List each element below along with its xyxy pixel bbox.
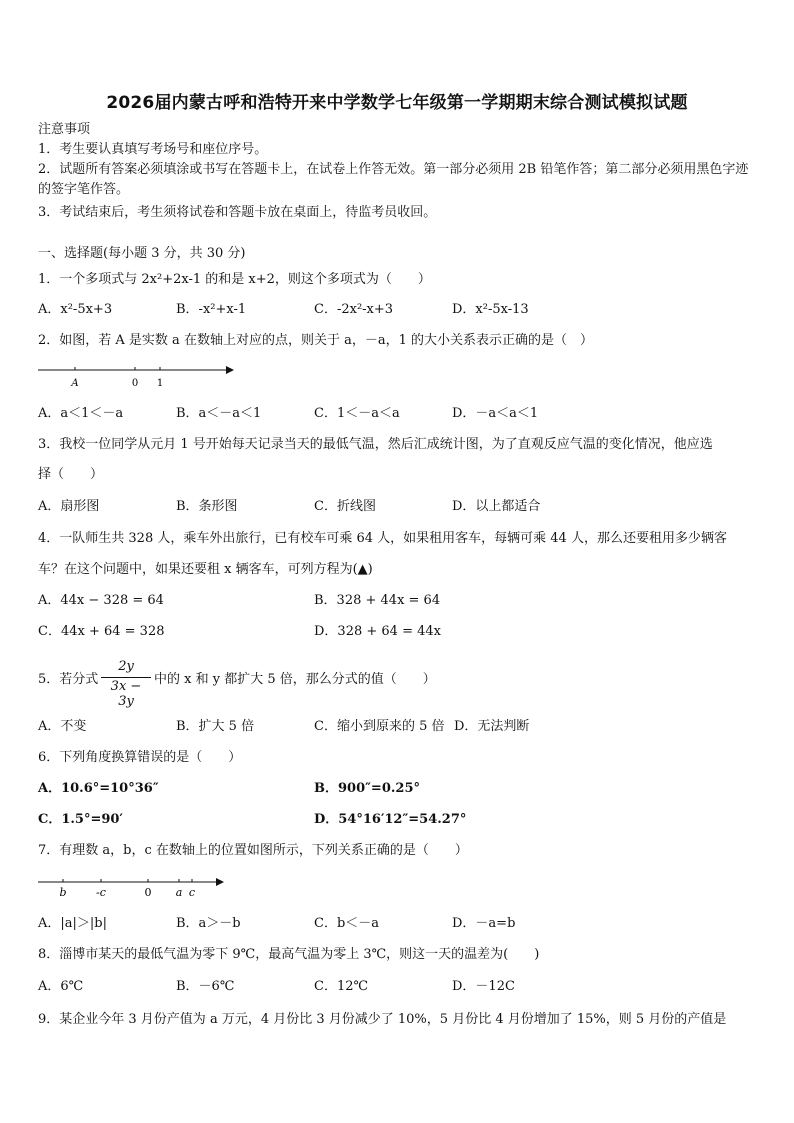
q7-option-d: D．－a=b <box>452 916 516 931</box>
q7-option-a: A．|a|＞|b| <box>38 916 107 931</box>
question-1-stem: 1．一个多项式与 2x²+2x-1 的和是 x+2，则这个多项式为（ ） <box>38 272 431 287</box>
q7-option-c: C．b＜－a <box>314 916 380 931</box>
q7-axis-label-a: a <box>175 886 183 899</box>
q8-option-b: B．－6℃ <box>176 979 235 994</box>
q4-option-b: B．328 + 44x = 64 <box>314 593 441 608</box>
question-4-stem-line-2: 车？在这个问题中，如果还要租 x 辆客车，可列方程为(▲) <box>38 562 373 577</box>
question-3-stem-line-1: 3．我校一位同学从元月 1 号开始每天记录当天的最低气温，然后汇成统计图，为了直观反应气温的变化情况，他应选 <box>38 437 713 452</box>
q8-option-c: C．12℃ <box>314 979 369 994</box>
q5-option-b: B．扩大 5 倍 <box>176 719 255 734</box>
q2-axis-label-one: 1 <box>156 378 164 389</box>
question-3-stem-line-2: 择（ ） <box>38 467 104 482</box>
q2-option-d: D．－a＜a＜1 <box>452 406 539 421</box>
q8-option-a: A．6℃ <box>38 979 84 994</box>
notice-item-3: 3．考试结束后，考生须将试卷和答题卡放在桌面上，待监考员收回。 <box>38 205 437 220</box>
q5-fraction-denominator: 3x − 3y <box>110 679 142 709</box>
q6-option-d: D．54°16′12″=54.27° <box>314 812 467 827</box>
q5-option-d: D．无法判断 <box>454 719 530 734</box>
q5-fraction-numerator: 2y <box>118 659 134 674</box>
q1-option-b: B．-x²+x-1 <box>176 302 247 317</box>
q3-option-b: B．条形图 <box>176 499 238 514</box>
question-4-stem-line-1: 4．一队师生共 328 人，乘车外出旅行，已有校车可乘 64 人，如果租用客车，每辆可乘 44 人，那么还要租用多少辆客 <box>38 531 727 546</box>
q3-option-a: A．扇形图 <box>38 499 100 514</box>
q1-option-d: D．x²-5x-13 <box>452 302 529 317</box>
q1-option-c: C．-2x²-x+3 <box>314 302 394 317</box>
question-5-stem-prefix: 5．若分式 <box>38 672 99 687</box>
page-title: 2026届内蒙古呼和浩特开来中学数学七年级第一学期期末综合测试模拟试题 <box>106 93 688 113</box>
q2-axis-label-zero: 0 <box>131 378 139 389</box>
q4-option-a: A．44x − 328 = 64 <box>38 593 164 608</box>
q6-option-c: C．1.5°=90′ <box>38 812 123 827</box>
q8-option-d: D．－12C <box>452 979 515 994</box>
question-6-stem: 6．下列角度换算错误的是（ ） <box>38 750 242 765</box>
question-9-stem: 9．某企业今年 3 月份产值为 a 万元，4 月份比 3 月份减少了 10%，5 月份比 4 月份增加了 15%，则 5 月份的产值是 <box>38 1012 727 1027</box>
q7-axis-label-c: c <box>188 886 196 899</box>
q5-fraction <box>101 659 151 709</box>
q4-option-c: C．44x + 64 = 328 <box>38 624 165 639</box>
q2-option-b: B．a＜－a＜1 <box>176 406 262 421</box>
q5-option-a: A．不变 <box>38 719 87 734</box>
question-8-stem: 8．淄博市某天的最低气温为零下 9℃，最高气温为零上 3℃，则这一天的温差为( ) <box>38 947 540 962</box>
q6-option-b: B．900″=0.25° <box>314 781 420 796</box>
section-heading: 一、选择题(每小题 3 分，共 30 分) <box>38 246 246 261</box>
question-5-stem-suffix: 中的 x 和 y 都扩大 5 倍，那么分式的值（ ） <box>154 672 436 687</box>
question-7-stem: 7．有理数 a，b，c 在数轴上的位置如图所示，下列关系正确的是（ ） <box>38 843 468 858</box>
q2-number-line <box>38 360 238 394</box>
question-2-stem: 2．如图，若 A 是实数 a 在数轴上对应的点，则关于 a，－a，1 的大小关系表示正确的是（ ） <box>38 333 593 348</box>
q5-fraction-bar <box>101 677 151 678</box>
q2-axis-label-a: A <box>71 378 79 389</box>
q7-number-line <box>38 872 228 902</box>
q2-option-c: C．1＜－a＜a <box>314 406 400 421</box>
q5-option-c: C．缩小到原来的 5 倍 <box>314 719 445 734</box>
q7-axis-label-neg-c: -c <box>96 886 106 899</box>
notice-heading: 注意事项 <box>38 122 91 137</box>
q3-option-d: D．以上都适合 <box>452 499 541 514</box>
q3-option-c: C．折线图 <box>314 499 376 514</box>
q7-axis-label-zero: 0 <box>144 886 152 899</box>
notice-item-2: 2．试题所有答案必须填涂或书写在答题卡上，在试卷上作答无效。第一部分必须用 2B 铅笔作答；第二部分必须用黑色字迹的签字笔作答。 <box>38 162 749 197</box>
q6-option-a: A．10.6°=10°36″ <box>38 781 159 796</box>
q4-option-d: D．328 + 64 = 44x <box>314 624 441 639</box>
q7-option-b: B．a＞－b <box>176 916 241 931</box>
q7-axis-label-b: b <box>59 886 67 899</box>
q2-option-a: A．a＜1＜－a <box>38 406 124 421</box>
q1-option-a: A．x²-5x+3 <box>38 302 113 317</box>
notice-item-1: 1．考生要认真填写考场号和座位序号。 <box>38 142 268 157</box>
